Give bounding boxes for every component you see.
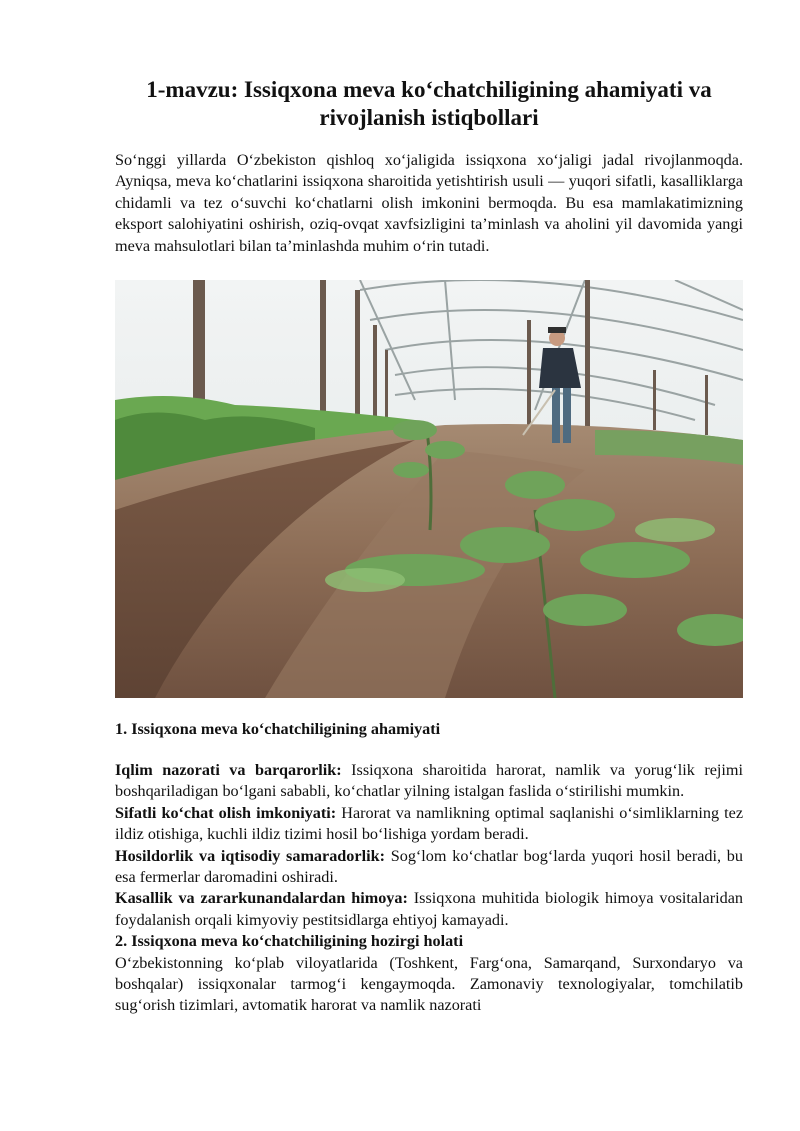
page-title: 1-mavzu: Issiqxona meva ko‘chatchiligining ahamiyati va rivojlanish istiqbollari <box>146 77 712 130</box>
list-item <box>115 846 743 889</box>
list-item <box>115 760 743 803</box>
section2-heading <box>115 931 743 952</box>
greenhouse-photo <box>115 280 743 698</box>
section2-heading-text: 2. Issiqxona meva ko‘chatchiligining hozirgi holati <box>115 932 464 951</box>
section1-heading: 1. Issiqxona meva ko‘chatchiligining ahamiyati <box>115 720 441 738</box>
section-body <box>115 760 743 1017</box>
intro-paragraph: So‘nggi yillarda O‘zbekiston qishloq xo‘jaligida issiqxona xo‘jaligi jadal rivojlanmoqda. Ayniqsa, meva ko‘chatlarini issiqxona sharoitida yetishtirish usuli — yuqori sifatli, kasalliklarga chidamli va tez o‘suvchi ko‘chatlarni olish imkonini bermoqda. Bu esa mamlakatimizning eksport salohiyatini oshirish, oziq-ovqat xavfsizligini ta’minlash va aholini yil davomida yangi meva mahsulotlari bilan ta’minlashda muhim o‘rin tutadi. <box>115 151 743 255</box>
item-term: Iqlim nazorati va barqarorlik: <box>115 761 342 779</box>
list-item <box>115 803 743 846</box>
item-text: Harorat va namlikning optimal saqlanishi o‘simliklarning tez ildiz otishiga, kuchli ildiz tizimi hosil bo‘lishiga yordam beradi. <box>115 803 744 844</box>
item-term: Kasallik va zararkunandalardan himoya: <box>115 889 408 908</box>
item-text: Issiqxona sharoitida harorat, namlik va yorug‘lik rejimi boshqariladigan bo‘lgani sababli, ko‘chatlar yilning istalgan faslida o‘stirilishi mumkin. <box>115 761 744 801</box>
item-text: Issiqxona muhitida biologik himoya vositalaridan foydalanish orqali kimyoviy pestitsidlarga ehtiyoj kamayadi. <box>115 889 743 929</box>
list-item <box>115 888 743 931</box>
item-term: Sifatli ko‘chat olish imkoniyati: <box>115 803 337 822</box>
item-text: Sog‘lom ko‘chatlar bog‘larda yuqori hosil beradi, bu esa fermerlar daromadini oshiradi. <box>115 846 743 887</box>
item-term: Hosildorlik va iqtisodiy samaradorlik: <box>115 846 385 865</box>
section2-paragraph: O‘zbekistonning ko‘plab viloyatlarida (Toshkent, Farg‘ona, Samarqand, Surxondaryo va boshqalar) issiqxonalar tarmog‘i kengaymoqda. Zamonaviy texnologiyalar, tomchilatib sug‘orish tizimlari, avtomatik harorat va namlik nazorati <box>115 953 743 1015</box>
